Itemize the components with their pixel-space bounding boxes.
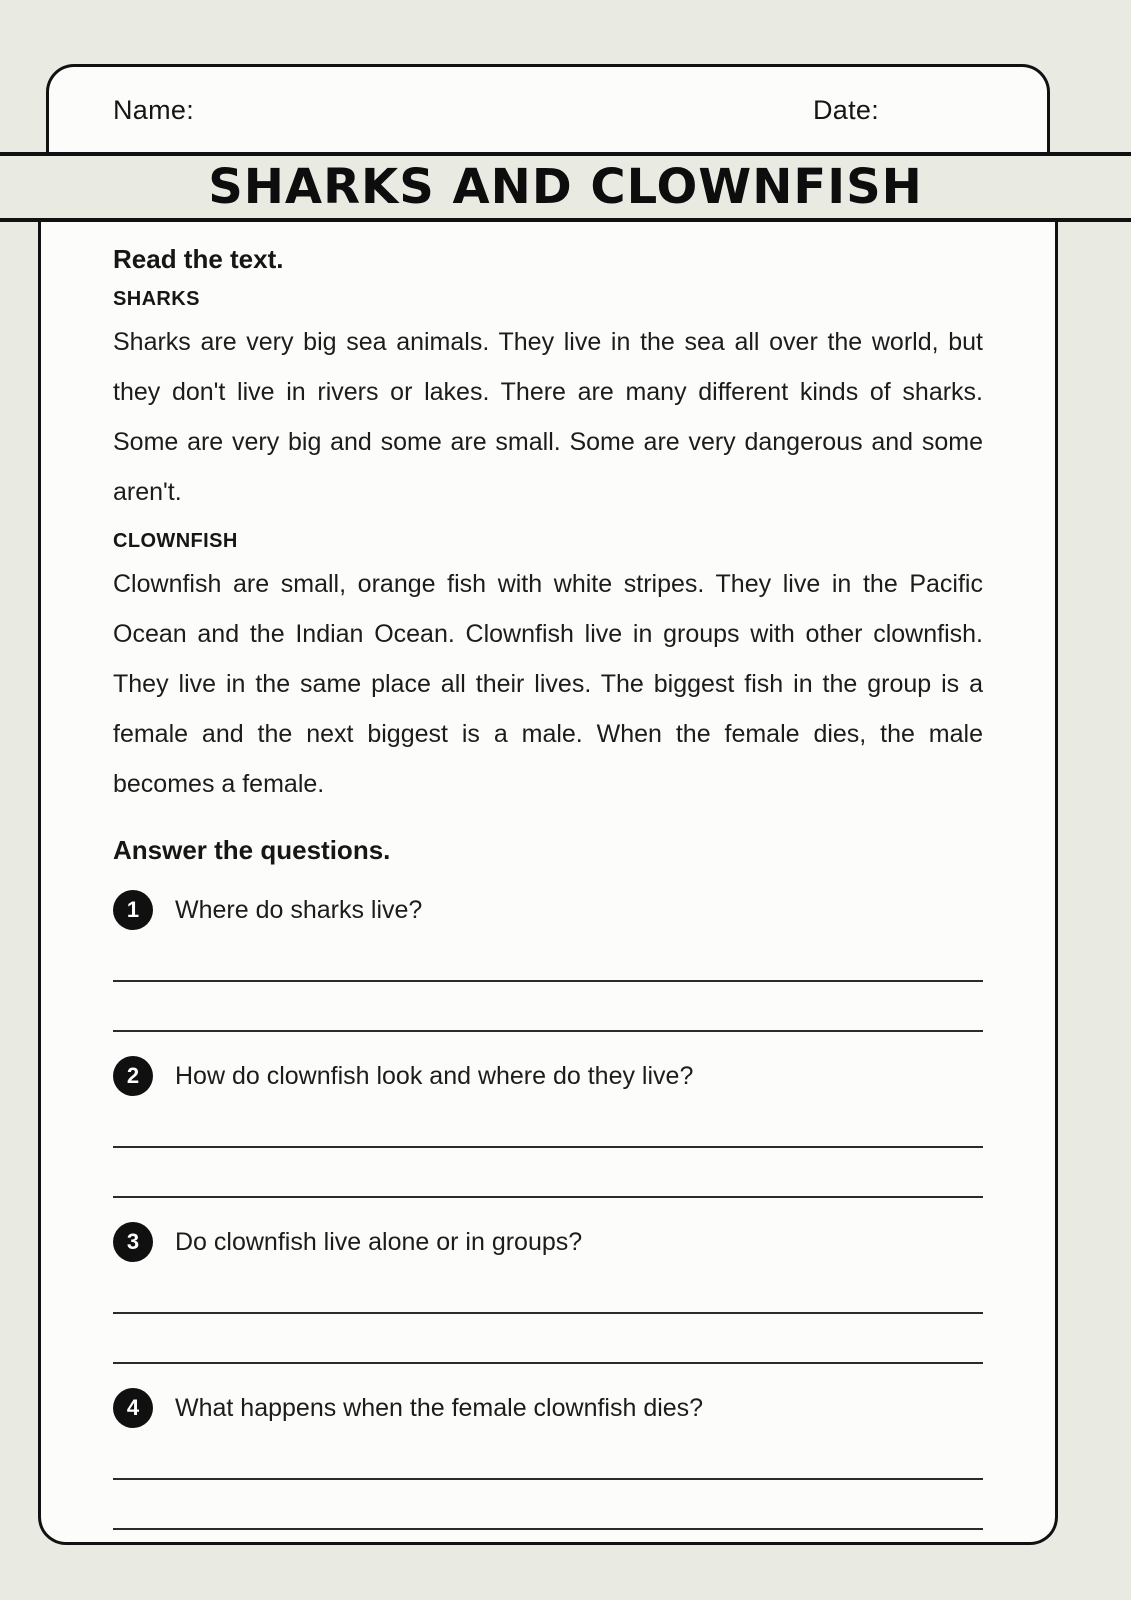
question-row — [113, 1220, 983, 1264]
question-number-badge: 2 — [113, 1056, 153, 1096]
section-heading-clownfish: CLOWNFISH — [113, 530, 238, 553]
question-text: Do clownfish live alone or in groups? — [175, 1227, 583, 1256]
question-text: What happens when the female clownfish dies? — [175, 1393, 704, 1422]
answer-line — [113, 1148, 983, 1198]
name-field-label: Name: — [113, 95, 195, 125]
answer-instruction: Answer the questions. — [113, 835, 391, 866]
read-instruction: Read the text. — [113, 244, 284, 274]
question-block-1 — [113, 888, 983, 1032]
content-box — [38, 222, 1058, 1545]
answer-line — [113, 1314, 983, 1364]
answer-line — [113, 1264, 983, 1314]
question-text: How do clownfish look and where do they live? — [175, 1061, 694, 1090]
sharks-paragraph: Sharks are very big sea animals. They live in the sea all over the world, but they don't live in rivers or lakes. There are many different kinds of sharks. Some are very big and some are small. Some are very dangerous and some aren't. — [113, 328, 983, 507]
question-block-3 — [113, 1220, 983, 1364]
question-number-badge: 3 — [113, 1222, 153, 1262]
question-number-badge: 4 — [113, 1388, 153, 1428]
title-band — [0, 152, 1131, 222]
date-field-label: Date: — [813, 95, 880, 125]
worksheet-title: SHARKS AND CLOWNFISH — [208, 159, 923, 215]
question-row — [113, 888, 983, 932]
clownfish-paragraph: Clownfish are small, orange fish with white stripes. They live in the Pacific Ocean and the Indian Ocean. Clownfish live in groups with other clownfish. They live in the same place all their lives. The biggest fish in the group is a female and the next biggest is a male. When the female dies, the male becomes a female. — [113, 570, 983, 799]
answer-line — [113, 932, 983, 982]
answer-line — [113, 1430, 983, 1480]
answer-line — [113, 1480, 983, 1530]
name-date-box — [46, 64, 1050, 154]
section-heading-sharks: SHARKS — [113, 288, 200, 311]
question-row — [113, 1386, 983, 1430]
answer-line — [113, 982, 983, 1032]
question-row — [113, 1054, 983, 1098]
question-block-4 — [113, 1386, 983, 1530]
question-text: Where do sharks live? — [175, 895, 423, 924]
answer-line — [113, 1098, 983, 1148]
question-number-badge: 1 — [113, 890, 153, 930]
question-block-2 — [113, 1054, 983, 1198]
